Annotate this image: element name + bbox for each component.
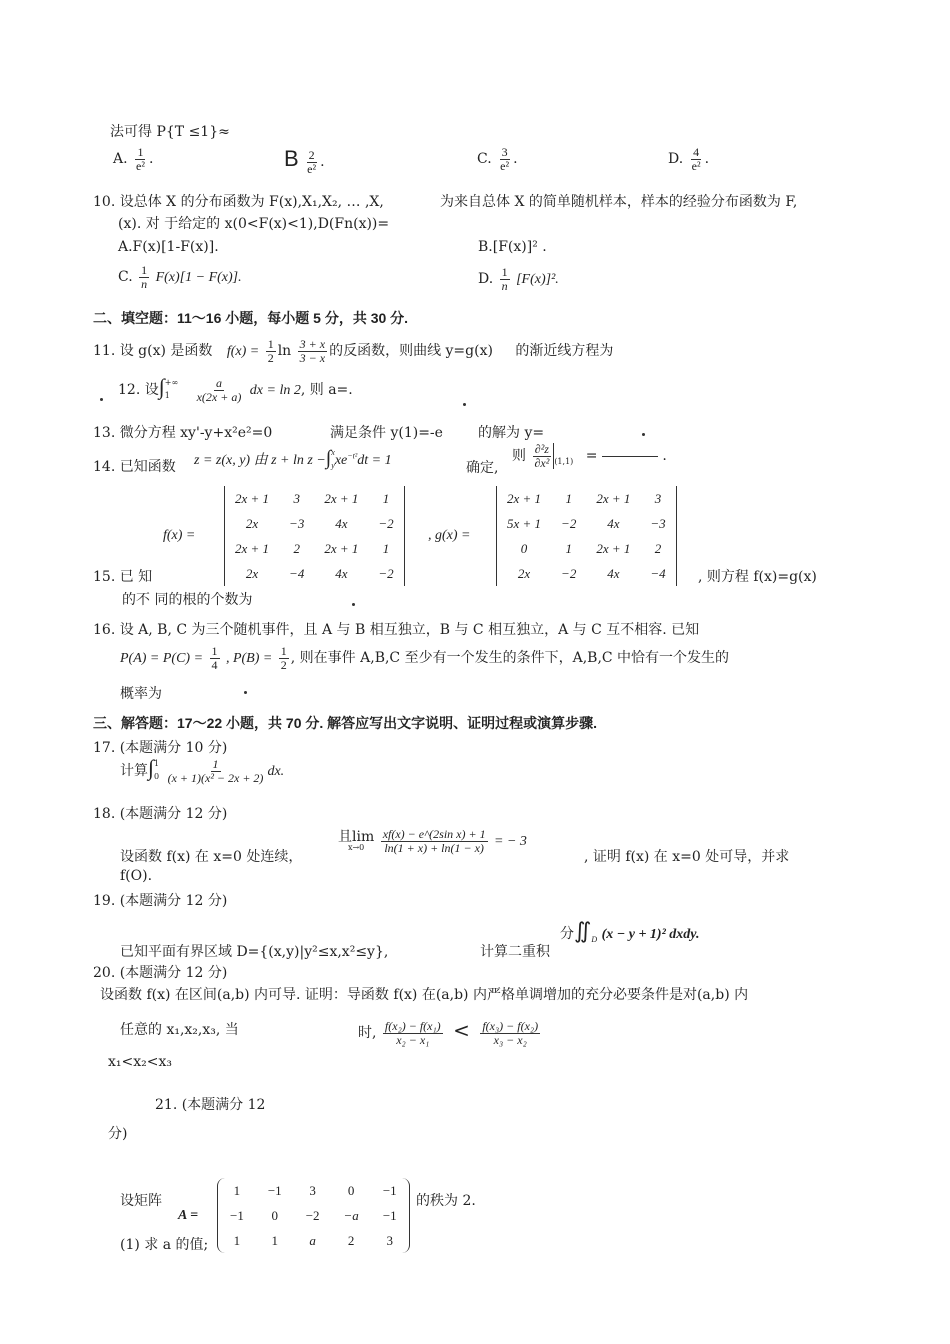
q10-option-b[interactable]: B.[F(x)]² . [478, 239, 547, 255]
q19-b: 计算二重积 [480, 944, 550, 960]
q14-derivative: 则 $\frac{\text{∂²z}}{\text{∂x²}}$ $_{(1,1)}$ = . [512, 442, 667, 470]
q11: 11. 设 g(x) 是函数 f(x) = $\frac{1}{2}$ ln $\frac{3 + x}{3 - x}$ 的反函数，则曲线 y=g(x) 的渐近线方程为 [93, 337, 614, 365]
q21-c: (1) 求 a 的值; [120, 1237, 209, 1253]
q10-line1a: 10. 设总体 X 的分布函数为 F(x),X₁,X₂, … ,X, [93, 194, 384, 210]
q19-a: 已知平面有界区域 D={(x,y)|y²≤x,x²≤y}, [120, 944, 389, 960]
determinant-f: 2x + 1 3 2x + 1 1 2x −3 4x −2 2x + 1 2 2x + 1 1 2x −4 4x −2 [224, 486, 405, 586]
q9-option-b[interactable]: B $\frac{2}{\text{e²}}$ . [284, 146, 325, 176]
fraction: $\frac{1}{n}$ [141, 263, 148, 291]
q20-head: 20. (本题满分 12 分) [93, 965, 228, 981]
q20-a: 任意的 x₁,x₂,x₃, 当 [120, 1022, 239, 1038]
q9-option-c[interactable]: C. $\frac{3}{\text{e²}}$ . [477, 145, 518, 173]
q21-matrix-label: A = [178, 1208, 199, 1223]
q10-option-c[interactable]: C. $\frac{1}{n}$ F(x)[1 − F(x)]. [118, 263, 242, 291]
q9-prefix: 法可得 P{T ≤1}≈ [110, 124, 230, 140]
bullet-dot [642, 433, 645, 436]
fraction: $\frac{\text{f(x₃) − f(x₂)}}{\text{x₃ − x₂}}$ [482, 1018, 539, 1047]
q18-limit: 且lim x→0 $\frac{\text{xf(x) − e\textasciicircum{}(2sin x) + 1}}{\ln(1 + x) + \ln(1 - x)}$ = − 3 [338, 827, 527, 855]
q10-option-d[interactable]: D. $\frac{1}{n}$ [F(x)]². [478, 265, 559, 293]
q20-line1: 设函数 f(x) 在区间(a,b) 内可导. 证明：导函数 f(x) 在(a,b) 内严格单调增加的充分必要条件是对(a,b) 内 [100, 987, 749, 1003]
q12: 12. 设∫ +∞ 1 $\frac{a}{x(2x + a)}$ dx = ln 2, 则 a=. [118, 374, 353, 404]
section-2-heading: 二、填空题：11～16 小题，每小题 5 分，共 30 分. [93, 310, 409, 326]
q21-a: 设矩阵 [120, 1193, 162, 1209]
fraction: $\frac{1}{\text{e²}}$ [136, 145, 145, 173]
q17-body: 计算∫ 1 0 $\frac{1}{\text{(x + 1)(x² − 2x + 2)}}$ dx. [120, 755, 285, 785]
q14-equation: z = z(x, y) 由 z + ln z −∫ x y $xe^{-t^2}dt = 1$ [194, 447, 392, 470]
fraction: $\frac{\text{∂²z}}{\text{∂x²}}$ [534, 442, 550, 470]
fraction: $\frac{1}{n}$ [501, 265, 508, 293]
q16-line1: 16. 设 A, B, C 为三个随机事件，且 A 与 B 相互独立，B 与 C 相互独立，A 与 C 互不相容. 已知 [93, 622, 700, 638]
q18-head: 18. (本题满分 12 分) [93, 806, 228, 822]
q21-head2: 分) [108, 1126, 128, 1142]
fraction: $\frac{2}{\text{e²}}$ [307, 147, 317, 176]
q20-inequality: 时, $\frac{\text{f(x₂) − f(x₁)}}{\text{x₂ − x₁}}$ < $\frac{\text{f(x₃) − f(x₂)}}{\text{x₃ − x₂}}$ [358, 1018, 539, 1047]
q9-option-a[interactable]: A. $\frac{1}{\text{e²}}$ . [113, 145, 154, 173]
q15-line2: 的不 同的根的个数为 [122, 592, 253, 608]
q19-head: 19. (本题满分 12 分) [93, 893, 228, 909]
determinant-g: 2x + 1 1 2x + 1 3 5x + 1 −2 4x −3 0 1 2x + 1 2 2x −2 4x −4 [496, 486, 677, 586]
q13-b: 满足条件 y(1)=-e [330, 425, 443, 441]
fraction: $\frac{1}{2}$ [280, 644, 287, 672]
q19-integral: 分$∬_D$ (x − y + 1)² dxdy. [560, 918, 700, 944]
q15-gx-label: , g(x) = [428, 528, 471, 543]
bullet-dot [352, 603, 355, 606]
q18-d: f(O). [120, 868, 153, 884]
q16-line3: 概率为 [120, 686, 162, 702]
q16-line2: P(A) = P(C) = $\frac{1}{4}$ , P(B) = $\frac{1}{2}$ , 则在事件 A,B,C 至少有一个发生的条件下，A,B,C 中恰有一个发生的 [120, 644, 730, 672]
q21-head1: 21. (本题满分 12 [155, 1097, 266, 1113]
q20-b: x₁<x₂<x₃ [108, 1054, 172, 1070]
fraction: $\frac{4}{\text{e²}}$ [691, 145, 701, 173]
q9-option-d[interactable]: D. $\frac{4}{\text{e²}}$ . [668, 145, 710, 173]
bullet-dot [463, 403, 466, 406]
fraction: $\frac{1}{4}$ [211, 644, 218, 672]
q15-tail: , 则方程 f(x)=g(x) [698, 569, 817, 585]
matrix-a: 1 −1 3 0 −1 −1 0 −2 −a −1 1 1 a 2 3 [217, 1178, 410, 1253]
bullet-dot [244, 691, 247, 694]
q17-head: 17. (本题满分 10 分) [93, 740, 228, 756]
fraction: $\frac{3}{\text{e²}}$ [500, 145, 510, 173]
q10-line1b: 为来自总体 X 的简单随机样本，样本的经验分布函数为 F, [440, 194, 798, 210]
q14-label: 14. 已知函数 [93, 459, 176, 475]
q14-e: 确定, [466, 460, 499, 476]
q18-a: 设函数 f(x) 在 x=0 处连续， [120, 849, 303, 865]
q18-c: , 证明 f(x) 在 x=0 处可导，并求 [584, 849, 790, 865]
fraction: $\frac{3 + x}{3 - x}$ [299, 337, 326, 365]
q13-a: 13. 微分方程 xy'-y+x²e²=0 [93, 425, 273, 441]
fraction: $\frac{a}{x(2x + a)}$ [196, 375, 242, 404]
q10-option-a[interactable]: A.F(x)[1-F(x)]. [118, 239, 219, 255]
fraction: $\frac{1}{\text{(x + 1)(x² − 2x + 2)}}$ [167, 756, 264, 785]
q15-label: 15. 已 知 [93, 569, 153, 585]
fraction: $\frac{\text{f(x₂) − f(x₁)}}{\text{x₂ − x₁}}$ [384, 1018, 441, 1047]
q13-c: 的解为 y= [478, 425, 545, 441]
section-3-heading: 三、解答题：17～22 小题，共 70 分. 解答应写出文字说明、证明过程或演算步骤. [93, 715, 598, 731]
fraction: $\frac{\text{xf(x) − e\textasciicircum{}(2sin x) + 1}}{\ln(1 + x) + \ln(1 - x)}$ [382, 827, 486, 855]
q15-fx-label: f(x) = [163, 528, 196, 543]
fraction: $\frac{1}{2}$ [267, 337, 274, 365]
bullet-dot [100, 398, 103, 401]
answer-blank[interactable] [602, 456, 658, 457]
q21-b: 的秩为 2. [416, 1193, 476, 1209]
q10-line2: (x). 对 于给定的 x(0<F(x)<1),D(Fn(x))= [118, 216, 390, 232]
